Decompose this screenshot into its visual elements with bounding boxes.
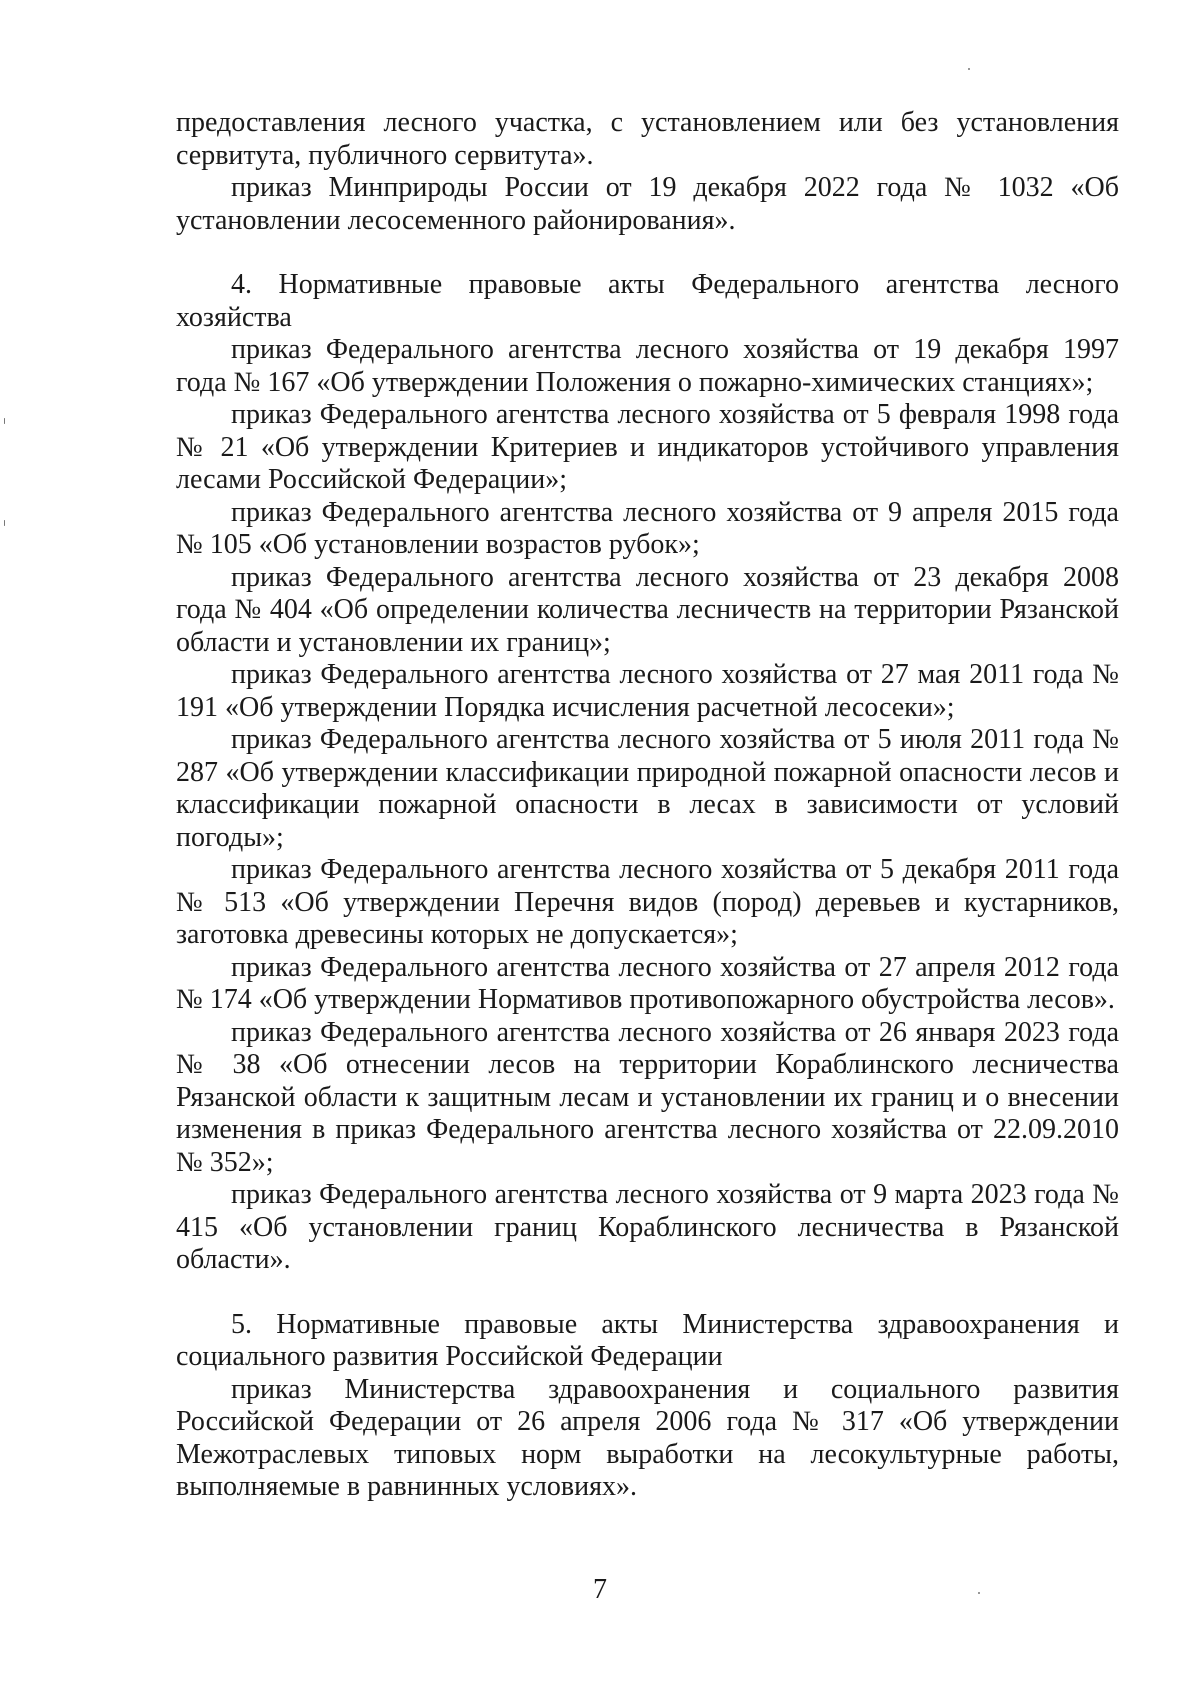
paragraph-continuation: предоставления лесного участка, с установлением или без установления сервитута, публичного сервитута».	[176, 107, 1119, 171]
page-number: 7	[593, 1574, 607, 1605]
paragraph-order-317: приказ Министерства здравоохранения и социального развития Российской Федерации от 26 апреля 2006 года № 317 «Об утверждении Межотраслевых типовых норм выработки на лесокультурные работы, выполняемые в равнинных условиях».	[176, 1373, 1119, 1502]
scan-speck	[968, 68, 970, 70]
paragraph-order-287: приказ Федерального агентства лесного хозяйства от 5 июля 2011 года № 287 «Об утверждении классификации природной пожарной опасности лесов и классификации пожарной опасности в лесах в зависимости от условий погоды»;	[176, 724, 1119, 853]
section-heading-5: 5. Нормативные правовые акты Министерства здравоохранения и социального развития Российской Федерации	[176, 1308, 1119, 1372]
scan-speck	[4, 520, 5, 526]
paragraph-order-191: приказ Федерального агентства лесного хозяйства от 27 мая 2011 года № 191 «Об утверждении Порядка исчисления расчетной лесосеки»;	[176, 659, 1119, 723]
paragraph-order-105: приказ Федерального агентства лесного хозяйства от 9 апреля 2015 года № 105 «Об установлении возрастов рубок»;	[176, 496, 1119, 560]
paragraph-order-404: приказ Федерального агентства лесного хозяйства от 23 декабря 2008 года № 404 «Об определении количества лесничеств на территории Рязанской области и установлении их границ»;	[176, 561, 1119, 658]
scan-speck	[4, 418, 5, 424]
scan-speck	[978, 1592, 980, 1594]
paragraph-order-513: приказ Федерального агентства лесного хозяйства от 5 декабря 2011 года № 513 «Об утверждении Перечня видов (пород) деревьев и кустарников, заготовка древесины которых не допускается»;	[176, 854, 1119, 950]
section-heading-4: 4. Нормативные правовые акты Федерального агентства лесного хозяйства	[176, 269, 1119, 333]
paragraph-order-minprirody-1032: приказ Минприроды России от 19 декабря 2022 года № 1032 «Об установлении лесосеменного районирования».	[176, 172, 1119, 236]
paragraph-order-167: приказ Федерального агентства лесного хозяйства от 19 декабря 1997 года № 167 «Об утверждении Положения о пожарно-химических станциях»;	[176, 334, 1119, 398]
document-body	[176, 107, 1119, 1504]
paragraph-order-415: приказ Федерального агентства лесного хозяйства от 9 марта 2023 года № 415 «Об установлении границ Кораблинского лесничества в Рязанской области».	[176, 1179, 1119, 1275]
paragraph-order-38: приказ Федерального агентства лесного хозяйства от 26 января 2023 года № 38 «Об отнесении лесов на территории Кораблинского лесничества Рязанской области к защитным лесам и установлении их границ и о внесении изменения в приказ Федерального агентства лесного хозяйства от 22.09.2010 № 352»;	[176, 1016, 1119, 1178]
paragraph-order-21: приказ Федерального агентства лесного хозяйства от 5 февраля 1998 года № 21 «Об утверждении Критериев и индикаторов устойчивого управления лесами Российской Федерации»;	[176, 399, 1119, 495]
paragraph-order-174: приказ Федерального агентства лесного хозяйства от 27 апреля 2012 года № 174 «Об утверждении Нормативов противопожарного обустройства лесов».	[176, 951, 1119, 1015]
